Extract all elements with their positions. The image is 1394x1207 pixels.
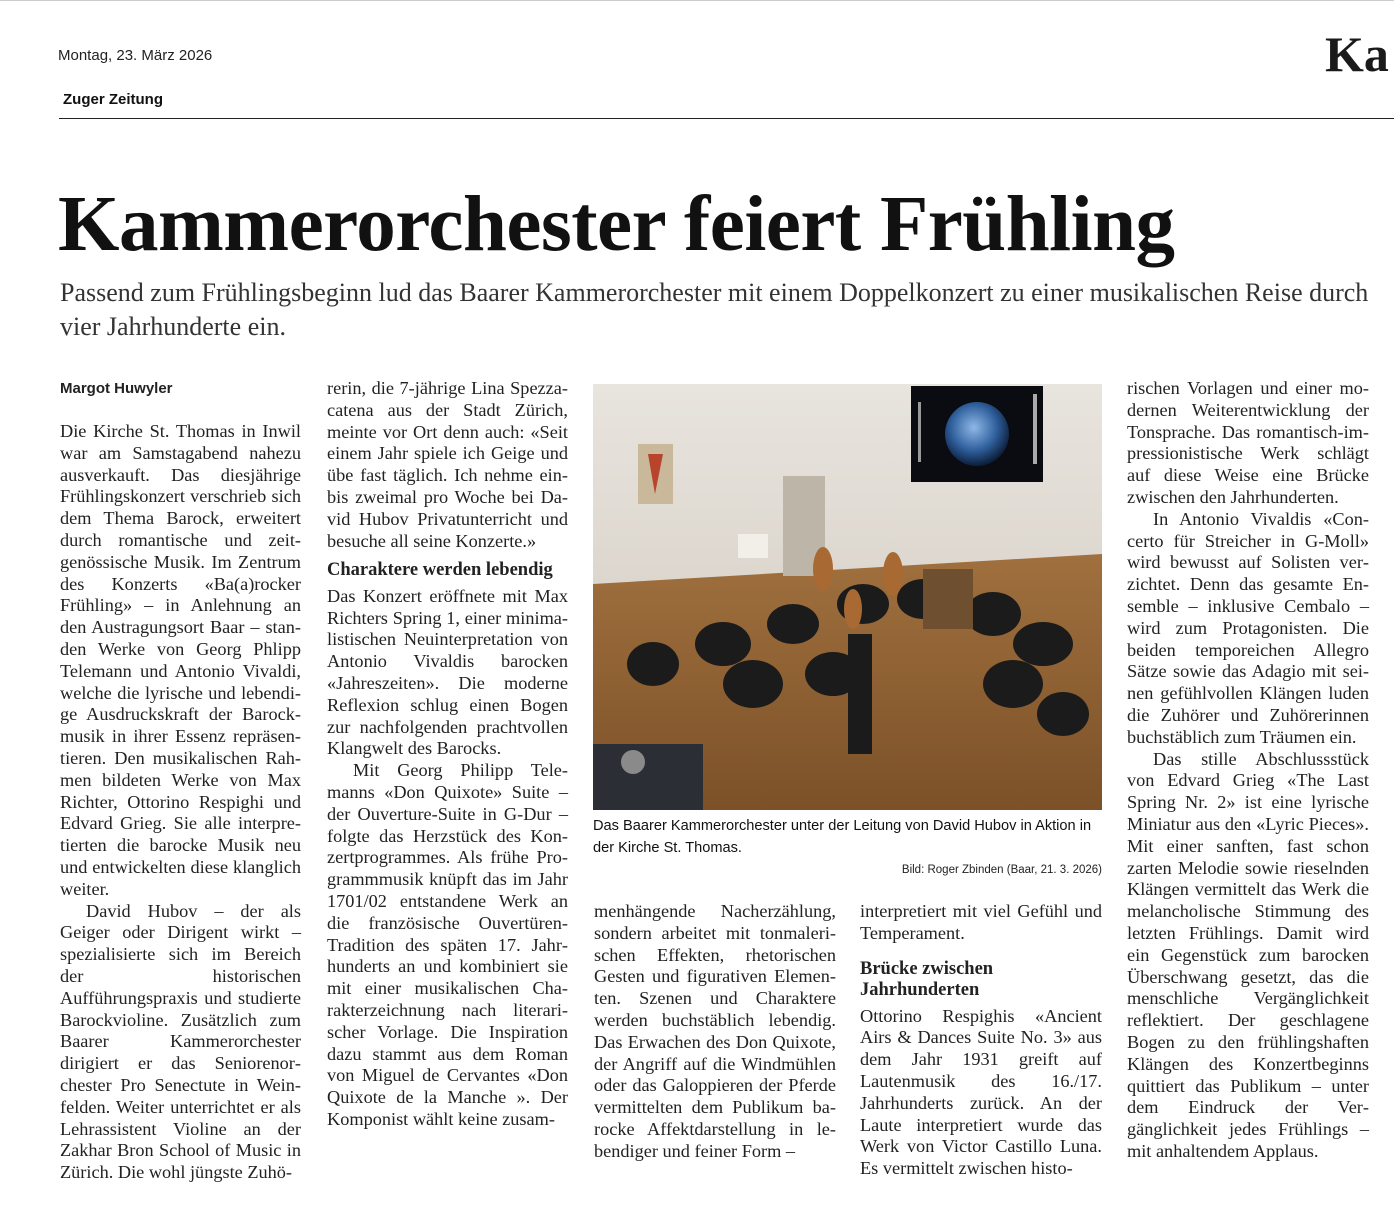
paragraph: menhängende Nacherzählung, sondern arbeitet mit tonmalerischen Effekten, rhetorischen Gesten und figurativen Elementen. Szenen und Charaktere werden buchstäblich lebendig. Das Erwachen des Don Quixote, der Angriff auf die Windmühlen oder das Galoppieren der Pferde vermittelten dem Publikum barocke Affektdarstellung in lebendiger und feiner Form – <box>594 901 836 1161</box>
concert-photo <box>593 384 1102 810</box>
photo-caption <box>593 815 1102 881</box>
paragraph: rischen Vorlagen und einer modernen Weiterentwicklung der Tonsprache. Das romantisch-impressionistische Werk schlägt auf diese Weise eine Brücke zwischen den Jahrhunderten. <box>1127 378 1369 507</box>
photo-credit: Bild: Roger Zbinden (Baar, 21. 3. 2026) <box>901 864 1102 876</box>
paragraph: Das Konzert eröffnete mit Max Richters Spring 1, einer minimalistischen Neuinterpretation von Antonio Vivaldis barocken «Jahreszeiten». Die moderne Reflexion schlug einen Bogen zur nachfolgenden prachtvollen Klangwelt des Barocks. <box>327 585 568 759</box>
header-rule <box>59 118 1394 119</box>
newspaper-name: Zuger Zeitung <box>63 91 163 108</box>
subheading: Brücke zwischen Jahrhunderten <box>860 958 994 1001</box>
lead-paragraph: Passend zum Frühlingsbeginn lud das Baarer Kammerorchester mit einem Doppelkonzert zu einer musikalischen Reise durch vier Jahrhunderte ein. <box>60 278 1369 341</box>
article-column-1 <box>60 379 301 1184</box>
section-kicker: Ka <box>1325 26 1389 82</box>
subheading: Charaktere werden lebendig <box>327 560 553 581</box>
article-column-3 <box>594 901 836 1163</box>
article-column-5 <box>1127 378 1369 1163</box>
paragraph: Ottorino Respighis «Ancient Airs & Dances Suite No. 3» aus dem Jahr 1931 greift auf Lautenmusik des 16./17. Jahrhunderts zurück. An der Laute interpretiert wurde das Werk von Victor Castillo Luna. Es vermittelt zwischen histo- <box>860 1005 1102 1179</box>
paragraph: Mit Georg Philipp Telemanns «Don Quixote» Suite – der Ouverture-Suite in G-Dur – folgte das Herzstück des Konzertprogrammes. Als frühe Programmmusik knüpft das im Jahr 1701/02 entstandene Werk an die französische Ouvertüren-Tradition des späten 17. Jahrhunderts an und kombiniert sie mit einer musikalischen Charakterzeichnung nach literarischer Vorlage. Die Inspiration dazu stammt aus dem Roman von Miguel de Cervantes «Don Quixote de la Manche ». Der Komponist wählt keine zusam- <box>327 760 568 1129</box>
paragraph: Die Kirche St. Thomas in Inwil war am Samstagabend nahezu ausverkauft. Das diesjährige Frühlingskonzert verschrieb sich dem Thema Barock, erweitert durch romantische und zeitgenössische Musik. Im Zentrum des Konzerts «Ba(a)rocker Frühling» – in Anlehnung an den Austragungsort Baar – standen Werke von Georg Phlipp Telemann und Antonio Vivaldi, welche die lyrische und lebendige Ausdruckskraft der Barockmusik in ihrer Essenz repräsentieren. Den musikalischen Rahmen bildeten Werke von Max Richter, Ottorino Respighi und Edvard Grieg. Sie alle interpretierten die barocke Musik neu und entwickelten diese klanglich weiter. <box>60 421 301 899</box>
caption-text: Das Baarer Kammerorchester unter der Leitung von David Hubov in Aktion in der Kirche St. Thomas. <box>593 818 1092 856</box>
paragraph: David Hubov – der als Geiger oder Dirigent wirkt – spezialisierte sich im Bereich der historischen Aufführungspraxis und studierte Barockvioline. Zusätzlich zum Baarer Kammerorchester dirigiert er das Seniorenorchester Pro Senectute in Weinfelden. Weiter unterrichtet er als Lehrassistent Violine an der Zakhar Bron School of Music in Zürich. Die wohl jüngste Zuhö- <box>60 900 301 1183</box>
article-column-2 <box>327 378 568 1131</box>
paragraph: rerin, die 7-jährige Lina Spezzacatena aus der Stadt Zürich, meinte vor Ort denn auch: «Seit einem Jahr spiele ich Geige und übe fast täglich. Ich nehme einbis zweimal pro Woche bei David Hubov Privatunterricht und besuche all seine Konzerte.» <box>327 378 568 551</box>
author-byline: Margot Huwyler <box>60 380 173 397</box>
paragraph: Das stille Abschlussstück von Edvard Grieg «The Last Spring Nr. 2» ist eine lyrische Miniatur aus den «Lyric Pieces». Mit einer sanften, fast schon zarten Melodie sowie rieselnden Klängen vermittelt das Werk die melancholische Stimmung des letzten Frühlings. Damit wird ein Gegenstück zum barocken Überschwang gesetzt, das die menschliche Vergänglichkeit reflektiert. Der geschlagene Bogen zu den frühlingshaften Klängen des Konzertbeginns quittiert das Publikum – unter dem Eindruck der Vergänglichkeit jedes Frühlings – mit anhaltendem Applaus. <box>1127 748 1369 1161</box>
top-border <box>0 0 1394 1</box>
article-column-4 <box>860 901 1102 1180</box>
issue-date: Montag, 23. März 2026 <box>58 47 213 64</box>
headline: Kammerorchester feiert Frühling <box>58 181 1175 268</box>
paragraph: In Antonio Vivaldis «Concerto für Streicher in G-Moll» wird bewusst auf Solisten verzichtet. Denn das gesamte Ensemble – inklusive Cembalo – wird zum Protagonisten. Die beiden temporeichen Allegro Sätze sowie das Adagio mit seinen gefühlvollen Klängen luden die Zuhörer und Zuhörerinnen buchstäblich zum Träumen ein. <box>1127 508 1369 747</box>
paragraph: interpretiert mit viel Gefühl und Temperament. <box>860 901 1102 943</box>
